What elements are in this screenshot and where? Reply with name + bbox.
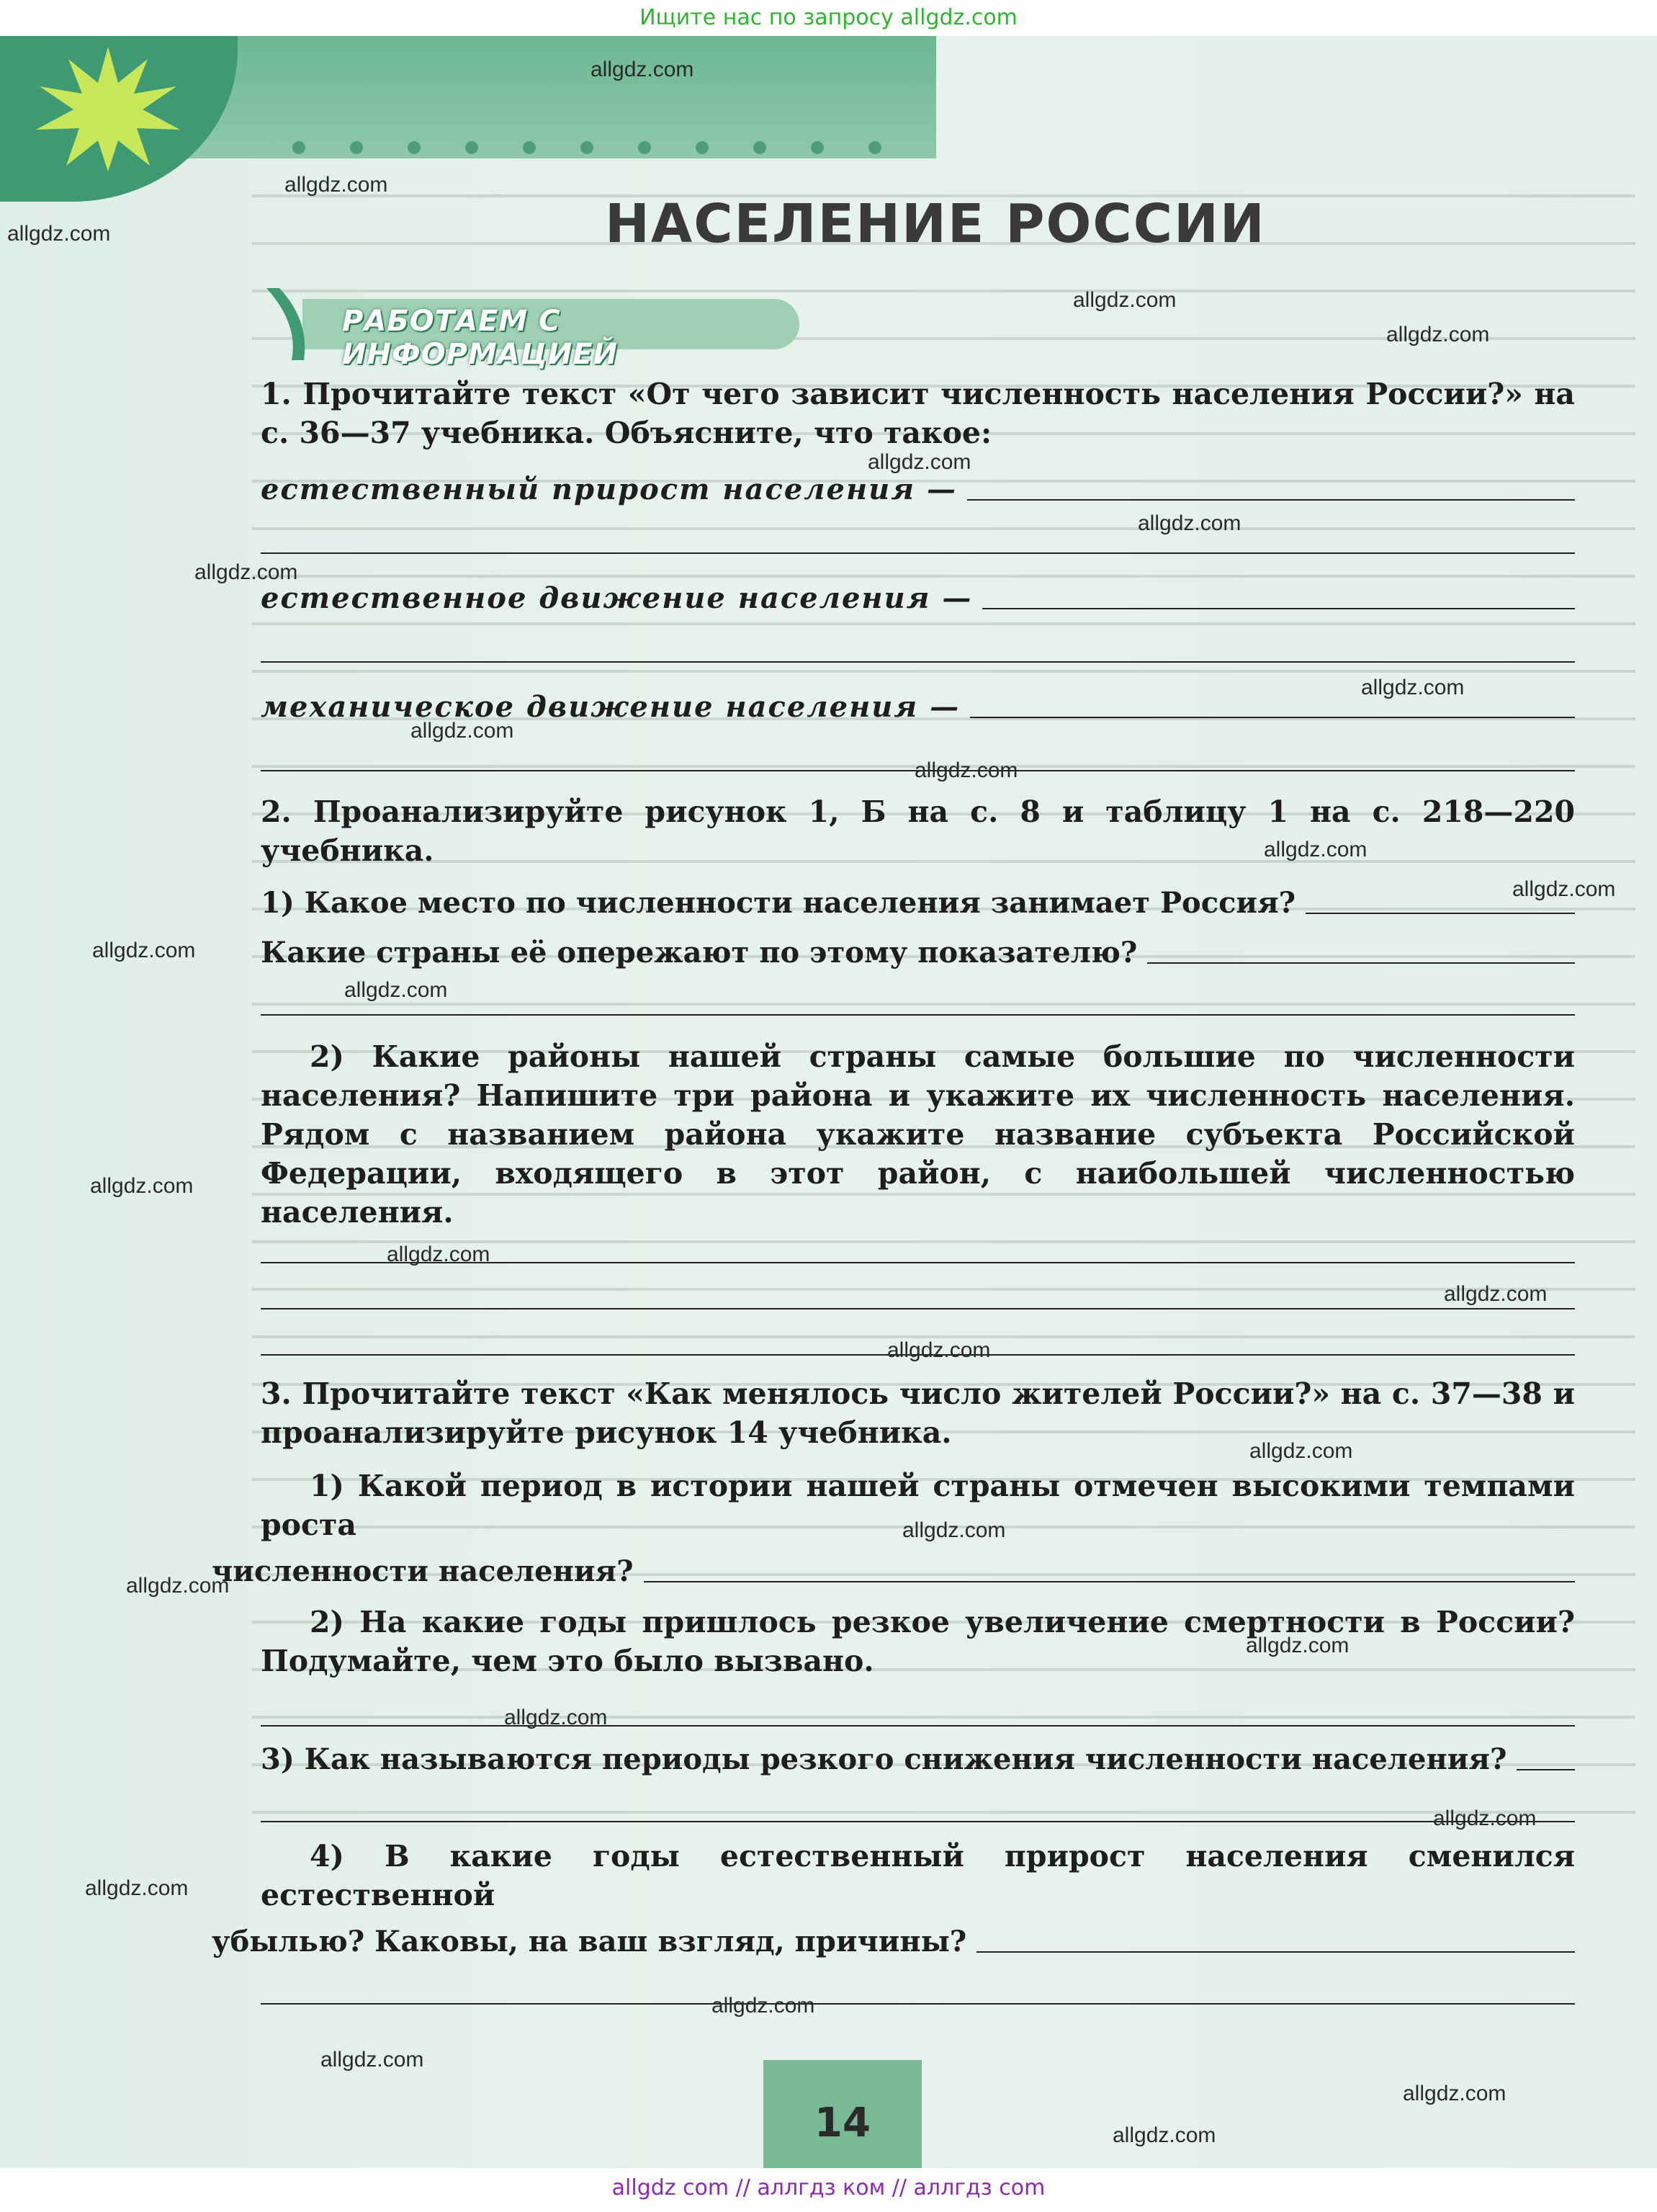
answer-row[interactable] xyxy=(261,581,1575,615)
term-label: естественный прирост населения — xyxy=(261,473,958,506)
question-3-text: 3. Прочитайте текст «Как менялось число жителей России?» на с. 37—38 и проанализируйте рисунок 14 учебника. xyxy=(261,1376,1575,1450)
watermark: allgdz.com xyxy=(320,2048,424,2072)
watermark: allgdz.com xyxy=(1444,1282,1548,1306)
question-3-sub1: 1) Какой период в истории нашей страны отмечен высокими темпами роста xyxy=(261,1469,1575,1542)
watermark: allgdz.com xyxy=(126,1574,230,1598)
answer-row[interactable] xyxy=(261,936,1575,970)
answer-row[interactable] xyxy=(261,886,1575,920)
star-icon xyxy=(29,43,187,173)
watermark: allgdz.com xyxy=(194,560,298,584)
answer-line[interactable] xyxy=(261,1013,1575,1016)
bottom-banner[interactable]: allgdz com // аллгдз ком // аллгдз com xyxy=(0,2168,1657,2212)
answer-row[interactable] xyxy=(212,1925,1575,1958)
answer-row[interactable] xyxy=(261,1742,1575,1776)
watermark: allgdz.com xyxy=(1073,288,1177,312)
answer-line[interactable] xyxy=(261,2002,1575,2005)
section-label: РАБОТАЕМ С ИНФОРМАЦИЕЙ xyxy=(342,305,619,371)
answer-row[interactable] xyxy=(212,1554,1575,1588)
question-3-sub2: 2) На какие годы пришлось резкое увеличение смертности в России? Подумайте, чем это было вызвано. xyxy=(261,1605,1575,1678)
watermark: allgdz.com xyxy=(1138,511,1241,535)
answer-line[interactable] xyxy=(261,1819,1575,1822)
watermark: allgdz.com xyxy=(868,450,971,474)
watermark: allgdz.com xyxy=(85,1876,189,1900)
watermark: allgdz.com xyxy=(1403,2082,1506,2105)
question-label: численности населения? xyxy=(212,1554,634,1588)
answer-line[interactable] xyxy=(261,660,1575,663)
page-number: 14 xyxy=(814,2100,871,2146)
watermark: allgdz.com xyxy=(1386,323,1490,346)
watermark: allgdz.com xyxy=(90,1174,194,1198)
question-label: убылью? Каковы, на ваш взгляд, причины? xyxy=(212,1925,967,1958)
watermark: allgdz.com xyxy=(902,1518,1006,1542)
question-2 xyxy=(261,792,1575,1356)
question-1-text: 1. Прочитайте текст «От чего зависит численность населения России?» на с. 36—37 учебника. Объясните, что такое: xyxy=(261,377,1575,450)
question-label: 1) Какое место по численности населения занимает Россия? xyxy=(261,886,1296,920)
workbook-page xyxy=(0,36,1657,2168)
top-banner[interactable]: Ищите нас по запросу allgdz.com xyxy=(0,0,1657,36)
section-header xyxy=(259,285,814,371)
answer-line[interactable] xyxy=(261,551,1575,554)
question-2-sub2: 2) Какие районы нашей страны самые большие по численности населения? Напишите три района и укажите их численность населения. Рядом с названием района укажите название субъекта Российской Федерации, входящего в этот район, с наибольшей численностью населения. xyxy=(261,1039,1575,1230)
watermark: allgdz.com xyxy=(92,939,196,962)
watermark: allgdz.com xyxy=(1246,1634,1350,1657)
answer-line[interactable] xyxy=(261,1724,1575,1727)
question-1 xyxy=(261,375,1575,771)
watermark: allgdz.com xyxy=(1433,1806,1537,1830)
watermark: allgdz.com xyxy=(410,719,514,743)
page-number-tab xyxy=(763,2060,922,2168)
question-label: 3) Как называются периоды резкого снижения численности населения? xyxy=(261,1742,1507,1776)
watermark: allgdz.com xyxy=(1512,877,1616,901)
watermark: allgdz.com xyxy=(887,1338,991,1362)
page-title: НАСЕЛЕНИЕ РОССИИ xyxy=(605,193,1266,255)
watermark: allgdz.com xyxy=(711,1994,815,2018)
question-label: Какие страны её опережают по этому показателю? xyxy=(261,936,1138,970)
answer-line[interactable] xyxy=(261,1307,1575,1309)
answer-row[interactable] xyxy=(261,473,1575,506)
watermark: allgdz.com xyxy=(1249,1439,1353,1463)
term-label: естественное движение населения — xyxy=(261,581,973,615)
watermark: allgdz.com xyxy=(387,1242,490,1266)
watermark: allgdz.com xyxy=(344,978,448,1002)
watermark: allgdz.com xyxy=(284,173,388,197)
watermark: allgdz.com xyxy=(1113,2123,1216,2147)
term-label: механическое движение населения — xyxy=(261,690,961,724)
watermark: allgdz.com xyxy=(590,58,694,81)
dot-row-decoration xyxy=(288,137,907,158)
watermark: allgdz.com xyxy=(7,222,111,246)
watermark: allgdz.com xyxy=(504,1706,608,1729)
watermark: allgdz.com xyxy=(1361,676,1465,699)
watermark: allgdz.com xyxy=(915,758,1018,782)
watermark: allgdz.com xyxy=(1264,838,1368,861)
swoosh-icon xyxy=(259,285,310,364)
question-3 xyxy=(212,1374,1575,2005)
question-3-sub4: 4) В какие годы естественный прирост населения сменился естественной xyxy=(261,1839,1575,1912)
question-2-text: 2. Проанализируйте рисунок 1, Б на с. 8 и таблицу 1 на с. 218—220 учебника. xyxy=(261,794,1575,868)
